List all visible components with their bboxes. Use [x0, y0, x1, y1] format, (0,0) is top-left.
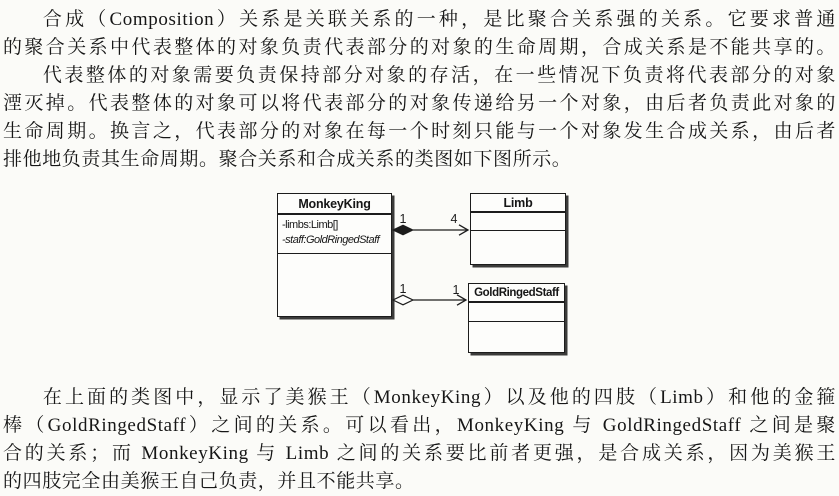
- multiplicity-label: 1: [399, 282, 407, 296]
- text-line: 湮灭掉。代表整体的对象可以将代表部分的对象传递给另一个对象，由后者负责此对象的: [3, 93, 836, 114]
- class-box-limb: [470, 193, 566, 265]
- paragraph-composition-intro: [3, 6, 836, 62]
- class-attribute: -limbs:Limb[]: [282, 219, 338, 231]
- text-line: 合成（Composition）关系是关联关系的一种，是比聚合关系强的关系。它要求普通: [42, 9, 836, 30]
- text-line: 生命周期。换言之，代表部分的对象在每一个时刻只能与一个对象发生合成关系，由后者: [3, 121, 836, 142]
- class-title: Limb: [471, 194, 565, 213]
- text-line: 的聚合关系中代表整体的对象负责代表部分的对象的生命周期，合成关系是不能共享的。: [3, 37, 836, 58]
- multiplicity-label: 4: [450, 212, 458, 226]
- class-methods-compartment: [469, 322, 564, 352]
- text-line: 棒（GoldRingedStaff）之间的关系。可以看出，MonkeyKing 与 GoldRingedStaff 之间是聚: [3, 415, 836, 436]
- paragraph-diagram-explanation: [3, 384, 836, 496]
- class-box-monkeyking: [277, 193, 392, 317]
- paragraph-lifecycle: [3, 62, 836, 174]
- class-methods-compartment: [471, 231, 565, 264]
- text-line: 排他地负责其生命周期。聚合关系和合成关系的类图如下图所示。: [3, 149, 572, 170]
- class-attributes: [471, 213, 565, 231]
- class-box-goldringedstaff: [468, 283, 565, 353]
- text-line: 的四肢完全由美猴王自己负责，并且不能共享。: [3, 471, 415, 492]
- class-attribute: -staff:GoldRingedStaff: [282, 234, 380, 246]
- class-title: MonkeyKing: [278, 194, 391, 215]
- class-title: GoldRingedStaff: [469, 284, 564, 303]
- multiplicity-label: 1: [452, 283, 460, 297]
- uml-class-diagram: [3, 174, 836, 384]
- text-line: 在上面的类图中，显示了美猴王（MonkeyKing）以及他的四肢（Limb）和他的金箍: [42, 387, 836, 408]
- multiplicity-label: 1: [399, 212, 407, 226]
- text-line: 合的关系；而 MonkeyKing 与 Limb 之间的关系要比前者更强，是合成关系，因为美猴王: [3, 443, 836, 464]
- class-attributes: [278, 215, 391, 254]
- class-methods-compartment: [278, 254, 391, 316]
- text-line: 代表整体的对象需要负责保持部分对象的存活，在一些情况下负责将代表部分的对象: [42, 65, 836, 86]
- class-attributes: [469, 303, 564, 322]
